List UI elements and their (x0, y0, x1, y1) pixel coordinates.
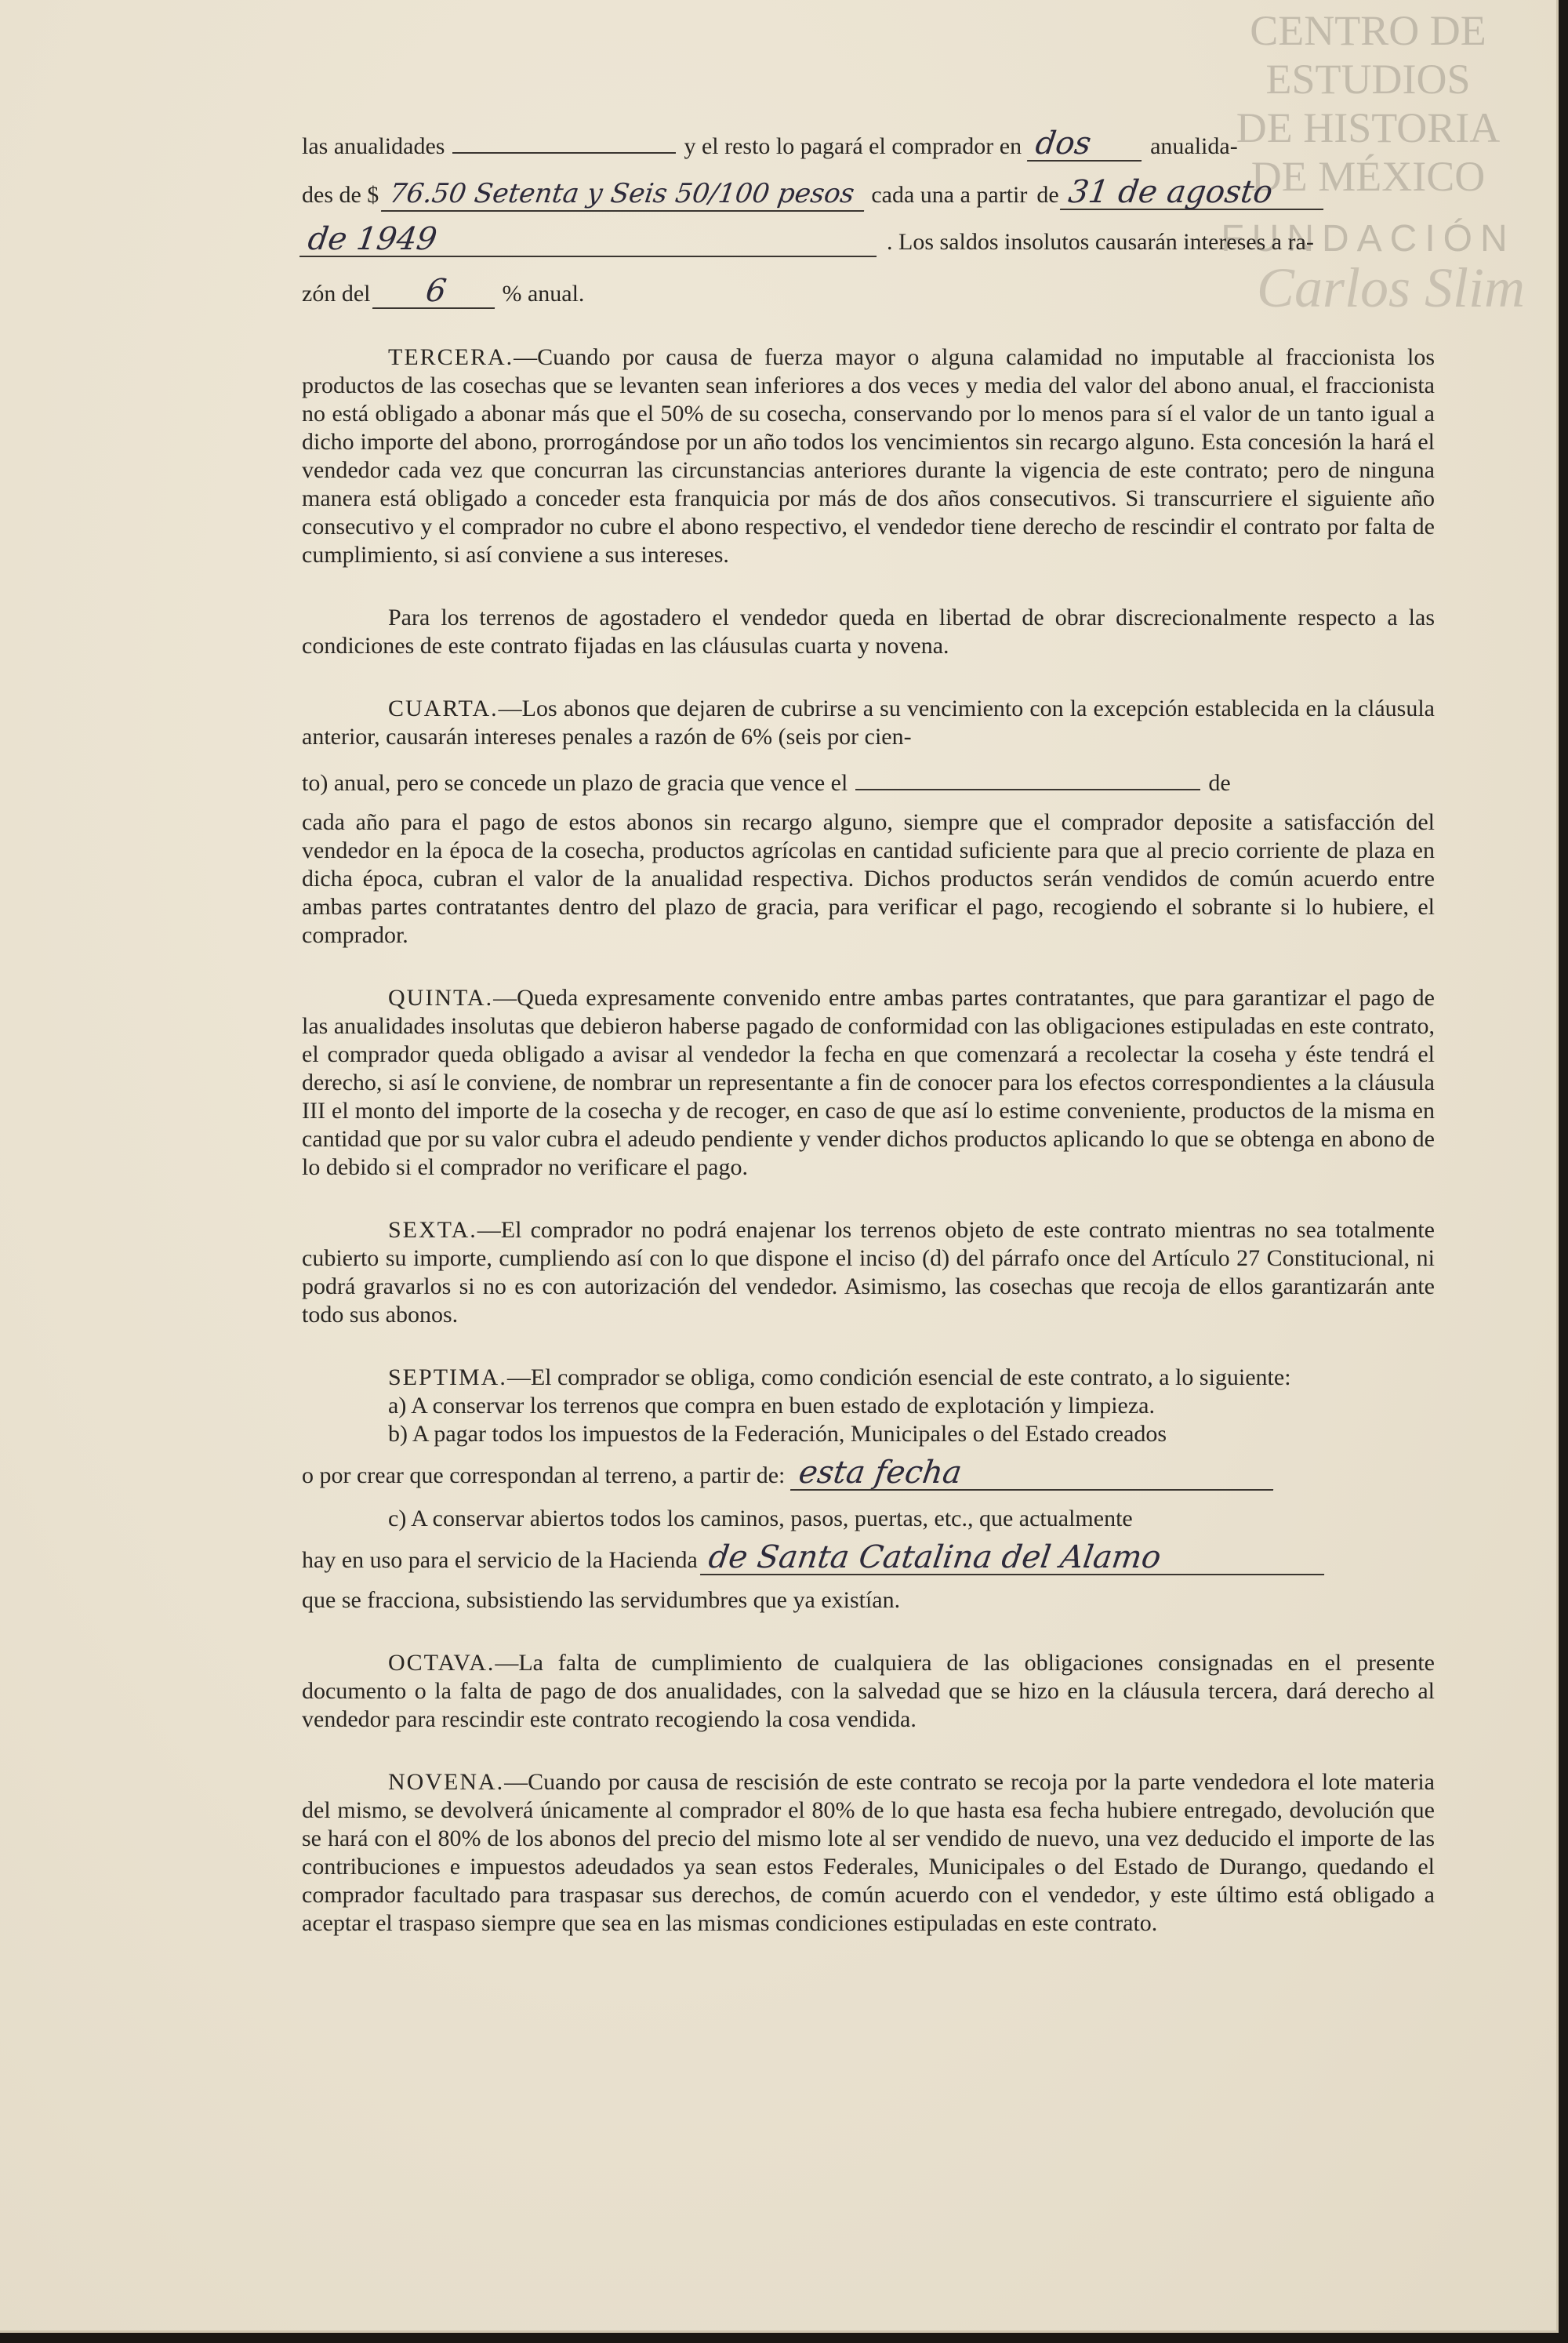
clause-body: Para los terrenos de agostadero el vendedor queda en libertad de obrar discrecionalmente respecto a las condiciones de este contrato fijadas en las cláusulas cuarta y novena. (302, 605, 1435, 659)
handwritten-start-date: esta fecha (790, 1456, 1278, 1491)
intro-text: las anualidades (302, 133, 445, 159)
blank-field (452, 125, 676, 154)
clause-body: —Queda expresamente convenido entre ambas partes contratantes, que para garantizar el pago de las anualidades insolutas que debieron haberse pagado de conformidad con las obligaciones estipuladas en este contrato, el comprador queda obligado a avisar al vendedor la fecha en que comenzará a recolectar la coseha y éste tendrá el derecho, si así le conviene, de nombrar un representante a fin de conocer para los efectos correspondientes a la cláusula III el monto del importe de la cosecha y de recoger, en caso de que así lo estime conveniente, productos de la misma en cantidad que por su valor cubra el adeudo pendiente y vender dichos productos aplicando lo que se obtenga en abono de lo debido si el comprador no verificare el pago. (302, 985, 1435, 1180)
clause-heading: QUINTA. (388, 985, 494, 1011)
clause-quinta (302, 984, 1435, 1182)
handwritten-date-start: 31 de agosto (1060, 176, 1328, 210)
clause-body: to) anual, pero se concede un plazo de gracia que vence el (302, 770, 848, 796)
watermark-line: CENTRO DE (1250, 7, 1486, 54)
blank-field (855, 762, 1200, 790)
clause-agostadero (302, 604, 1435, 660)
intro-text: . Los saldos insolutos causarán intereses a ra- (887, 229, 1314, 255)
intro-text: % anual. (502, 281, 585, 307)
clause-body: —Los abonos que dejaren de cubrirse a su vencimiento con la excepción establecida en la cláusula anterior, causarán intereses penales a razón de 6% (seis por cien- (302, 696, 1435, 750)
clause-sexta (302, 1216, 1435, 1329)
watermark-signature: Carlos Slim (1256, 256, 1525, 319)
watermark-foundation: FUNDACIÓN (1221, 218, 1515, 260)
clause-tercera (302, 343, 1435, 569)
contract-text (302, 125, 1435, 1938)
handwritten-amount: 76.50 Setenta y Seis 50/100 pesos (381, 177, 869, 212)
intro-line-3 (302, 223, 1435, 257)
clause-body: —Cuando por causa de rescisión de este contrato se recoja por la parte vendedora el lote materia del mismo, se devolverá únicamente al comprador el 80% de lo que hasta esa fecha hubiere entregado, devolución que se hará con el 80% de los abonos del precio del mismo lote al ser vendido de nuevo, una vez deducido el importe de las contribuciones e impuestos adeudados ya sean estos Federales, Municipales o del Estado de Durango, quedando el comprador facultado para traspasar sus derechos, de común acuerdo con el vendedor, y este último está obligado a aceptar el traspaso siempre que sea en las mismas condiciones estipuladas en este contrato. (302, 1769, 1435, 1936)
watermark-line: DE MÉXICO (1250, 153, 1486, 200)
intro-text: zón del (302, 281, 371, 307)
clause-septima (302, 1364, 1435, 1615)
clause-body: —La falta de cumplimiento de cualquiera de las obligaciones consignadas en el presente documento o la falta de pago de dos anualidades, con la salvedad que se hizo en la cláusula tercera, dará derecho al vendedor para rescindir este contrato recogiendo la cosa vendida. (302, 1650, 1435, 1732)
intro-text: y el resto lo pagará el comprador en (684, 133, 1022, 159)
clause-item-c-cont (302, 1541, 1435, 1575)
grace-period-line (302, 762, 1435, 797)
clause-item-a: a) A conservar los terrenos que compra en buen estado de explotación y limpieza. (388, 1393, 1155, 1419)
intro-line-1 (302, 125, 1435, 162)
intro-line-4 (302, 274, 1435, 309)
clause-item-b: b) A pagar todos los impuestos de la Federación, Municipales o del Estado creados (388, 1421, 1167, 1447)
intro-text: anualida- (1150, 133, 1238, 159)
handwritten-count: dos (1027, 127, 1146, 162)
intro-text: de (1036, 182, 1059, 208)
clause-body: —Cuando por causa de fuerza mayor o alguna calamidad no imputable al fraccionista los productos de las cosechas que se levanten sean inferiores a dos veces y media del valor del abono anual, el fraccionista no está obligado a abonar más que el 50% de su cosecha, conservando por lo menos para sí el valor de un tanto igual a dicho importe del abono, prorrogándose por un año todos los vencimientos sin recargo alguno. Esta concesión la hará el vendedor cada vez que concurran las circunstancias anteriores durante la vigencia de este contrato; pero de ninguna manera está obligado a conceder esta franquicia por más de dos años consecutivos. Si transcurriere el siguiente año consecutivo y el comprador no cubre el abono respectivo, el vendedor tiene derecho de rescindir el contrato por falta de cumplimiento, si así conviene a sus intereses. (302, 344, 1435, 568)
intro-line-2 (302, 176, 1435, 212)
intro-text: des de $ (302, 182, 379, 208)
clause-heading: SEPTIMA. (388, 1364, 507, 1390)
clause-heading: NOVENA. (388, 1769, 505, 1795)
handwritten-hacienda: de Santa Catalina del Alamo (700, 1541, 1329, 1575)
watermark-line: ESTUDIOS (1265, 56, 1471, 103)
clause-item-c-end: que se fracciona, subsistiendo las servidumbres que ya existían. (302, 1587, 901, 1613)
handwritten-date-year: de 1949 (299, 223, 881, 257)
clause-body: —El comprador no podrá enajenar los terrenos objeto de este contrato mientras no sea totalmente cubierto su importe, cumpliendo así con lo que dispone el inciso (d) del párrafo once del Artículo 27 Constitucional, ni podrá gravarlos si no es con autorización del vendedor. Asimismo, las cosechas que recoja de ellos garantizarán ante todo sus abonos. (302, 1217, 1435, 1328)
clause-body: hay en uso para el servicio de la Hacienda (302, 1547, 698, 1573)
clause-novena (302, 1768, 1435, 1938)
watermark-line: DE HISTORIA (1236, 104, 1501, 151)
clause-heading: TERCERA. (388, 344, 514, 370)
handwritten-rate: 6 (372, 274, 499, 309)
clause-item-c: c) A conservar abiertos todos los caminos, pasos, puertas, etc., que actualmente (388, 1506, 1133, 1531)
clause-heading: OCTAVA. (388, 1650, 495, 1676)
clause-body: cada año para el pago de estos abonos sin recargo alguno, siempre que el comprador deposite a satisfacción del vendedor en la época de la cosecha, productos agrícolas en cantidad suficiente para que al precio corriente de plaza en dicha época, cubran el valor de la anualidad respectiva. Dichos productos serán vendidos de común acuerdo entre ambas partes contratantes dentro del plazo de gracia, para verificar el pago, recogiendo el sobrante si lo hubiere, el comprador. (302, 809, 1435, 948)
clause-heading: SEXTA. (388, 1217, 477, 1243)
clause-item-b-cont (302, 1456, 1435, 1491)
clause-body: —El comprador se obliga, como condición esencial de este contrato, a lo siguiente: (506, 1364, 1291, 1390)
clause-body: de (1208, 770, 1231, 796)
intro-text: cada una a partir (871, 182, 1028, 208)
clause-octava (302, 1649, 1435, 1734)
clause-cuarta (302, 695, 1435, 950)
clause-heading: CUARTA. (388, 696, 499, 721)
clause-body: o por crear que correspondan al terreno, a partir de: (302, 1462, 786, 1488)
